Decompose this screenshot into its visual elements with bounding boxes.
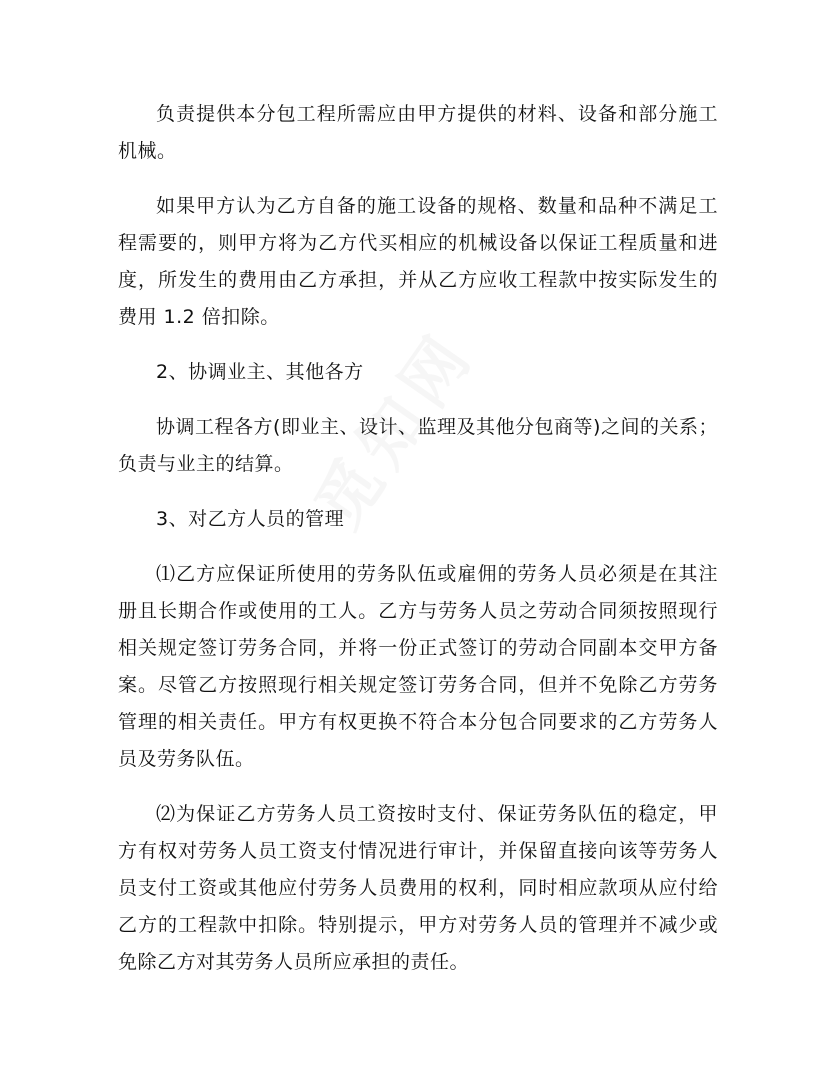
section-heading-coordination: 2、协调业主、其他各方 (156, 361, 364, 383)
section-heading-personnel: 3、对乙方人员的管理 (156, 508, 345, 530)
paragraph-wage-payment: ⑵为保证乙方劳务人员工资按时支付、保证劳务队伍的稳定，甲方有权对劳务人员工资支付情况进行审计，并保留直接向该等劳务人员支付工资或其他应付劳务人员费用的权利，同时相应款项从应付给乙方的工程款中扣除。特别提示，甲方对劳务人员的管理并不减少或免除乙方对其劳务人员所应承担的责任。 (118, 803, 718, 973)
paragraph-equipment-supply: 负责提供本分包工程所需应由甲方提供的材料、设备和部分施工机械。 (118, 103, 718, 162)
paragraph-equipment-purchase: 如果甲方认为乙方自备的施工设备的规格、数量和品种不满足工程需要的，则甲方将为乙方代买相应的机械设备以保证工程质量和进度，所发生的费用由乙方承担，并从乙方应收工程款中按实际发生的费用 1.2 倍扣除。 (118, 195, 718, 328)
paragraph-labor-team: ⑴乙方应保证所使用的劳务队伍或雇佣的劳务人员必须是在其注册且长期合作或使用的工人。乙方与劳务人员之劳动合同须按照现行相关规定签订劳务合同，并将一份正式签订的劳动合同副本交甲方备案。尽管乙方按照现行相关规定签订劳务合同，但并不免除乙方劳务管理的相关责任。甲方有权更换不符合本分包合同要求的乙方劳务人员及劳务队伍。 (118, 563, 718, 770)
document-body (118, 96, 718, 999)
paragraph-coordination: 协调工程各方(即业主、设计、监理及其他分包商等)之间的关系；负责与业主的结算。 (118, 416, 718, 475)
